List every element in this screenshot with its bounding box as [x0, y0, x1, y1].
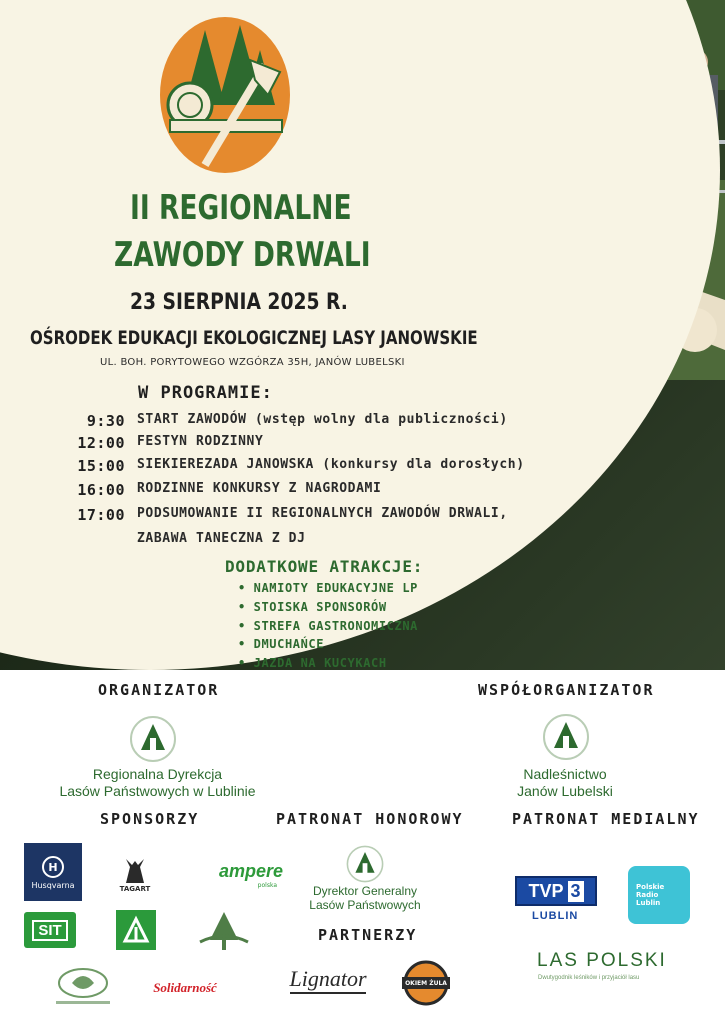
sit-logo: [24, 912, 76, 948]
organizer-logo: [128, 714, 178, 764]
lasy-panstwowe-tree-icon: [128, 714, 178, 764]
ampere-logo: [183, 860, 283, 890]
sit-label: SIT: [32, 920, 67, 941]
honorary-heading: PATRONAT HONOROWY: [276, 810, 464, 828]
program-text: FESTYN RODZINNY: [137, 434, 264, 449]
solidarnosc-label: Solidarność: [153, 980, 217, 995]
lignator-underline: [290, 992, 366, 994]
honorary-name: [290, 884, 440, 912]
radio-line3: Lublin: [636, 899, 661, 907]
leaf-emblem-icon: [121, 915, 151, 945]
program-text: PODSUMOWANIE II REGIONALNYCH ZAWODÓW DRWALI,: [137, 506, 508, 521]
title-line-1: II REGIONALNE: [130, 188, 352, 228]
event-date: 23 SIERPNIA 2025 R.: [130, 290, 348, 315]
co-organizer-heading: WSPÓŁORGANIZATOR: [478, 681, 655, 699]
lignator-label: Lignator: [289, 966, 367, 991]
polskie-radio-logo: [628, 866, 690, 924]
program-time: 9:30: [86, 412, 125, 430]
lignator-logo: [285, 958, 371, 1002]
program-time: 16:00: [77, 481, 125, 499]
lasy-panstwowe-tree-icon: [541, 712, 591, 762]
event-venue: OŚRODEK EDUKACJI EKOLOGICZNEJ LASY JANOWSKIE: [30, 327, 478, 349]
event-address: UL. BOH. PORYTOWEGO WZGÓRZA 35H, JANÓW LUBELSKI: [100, 357, 405, 368]
pine-emblem-icon: [196, 910, 252, 952]
organizer-name-line1: Regionalna Dyrekcja: [92, 766, 223, 782]
las-polski-subtitle: Dwutygodnik leśników i przyjaciół lasu: [538, 975, 640, 981]
program-time: 17:00: [77, 506, 125, 524]
forest-emblem-logo: [196, 910, 252, 952]
co-organizer-name-line1: Nadleśnictwo: [523, 766, 607, 782]
sponsors-heading: SPONSORZY: [100, 810, 200, 828]
tvp-city: LUBLIN: [532, 910, 579, 922]
tagart-label: TAGART: [119, 885, 151, 893]
tvp-number: 3: [568, 881, 584, 902]
husqvarna-label: Husqvarna: [31, 880, 75, 890]
svg-text:H: H: [48, 860, 58, 874]
extras-item: • STREFA GASTRONOMICZNA: [238, 619, 418, 633]
tvp-word: TVP: [528, 880, 564, 901]
co-organizer-name-line2: Janów Lubelski: [517, 783, 613, 799]
honorary-logo: [345, 844, 385, 884]
extras-item: • DMUCHAŃCE: [238, 637, 325, 651]
lasy-panstwowe-tree-icon: [345, 844, 385, 884]
program-time: 15:00: [77, 457, 125, 475]
okiem-zula-label: OKIEM ŻULA: [405, 980, 447, 987]
extras-item: • NAMIOTY EDUKACYJNE LP: [238, 581, 418, 595]
honorary-name-line1: Dyrektor Generalny: [312, 884, 418, 898]
tagart-deer-icon: [120, 857, 150, 885]
las-polski-logo: LAS POLSKI: [537, 950, 667, 971]
oak-leaf-emblem-icon: [48, 965, 118, 1010]
organizer-name: [20, 766, 295, 800]
program-text: SIEKIEREZADA JANOWSKA (konkursy dla dorosłych): [137, 457, 525, 472]
extras-heading: DODATKOWE ATRAKCJE:: [225, 557, 424, 576]
program-heading: W PROGRAMIE:: [138, 383, 273, 403]
husqvarna-crown-icon: [41, 855, 65, 879]
extras-item: • STOISKA SPONSORÓW: [238, 600, 387, 614]
event-logo: [150, 10, 300, 180]
media-heading: PATRONAT MEDIALNY: [512, 810, 700, 828]
program-text: START ZAWODÓW (wstęp wolny dla publiczności): [137, 412, 508, 427]
extras-item: • JAZDA NA KUCYKACH: [238, 656, 387, 670]
honorary-name-line2: Lasów Państwowych: [309, 898, 421, 912]
title-line-2: ZAWODY DRWALI: [114, 235, 371, 275]
husqvarna-logo: [24, 843, 82, 901]
co-organizer-name: [470, 766, 660, 800]
ampere-label: ampere: [218, 861, 283, 881]
organizer-heading: ORGANIZATOR: [98, 681, 220, 699]
ampere-sub: polska: [257, 882, 277, 889]
okiem-zula-logo: [398, 960, 454, 1006]
radio-line1: Polskie: [636, 883, 665, 891]
program-time: 12:00: [77, 434, 125, 452]
tagart-logo: [110, 850, 160, 900]
program-text: RODZINNE KONKURSY Z NAGRODAMI: [137, 481, 382, 496]
solidarnosc-logo: [150, 968, 220, 1008]
co-organizer-logo: [541, 712, 591, 762]
organizer-name-line2: Lasów Państwowych w Lublinie: [59, 783, 256, 799]
tvp3-logo: [515, 876, 597, 906]
association-logo: [48, 965, 118, 1010]
axe-saw-trees-logo-icon: [150, 10, 300, 180]
partners-heading: PARTNERZY: [318, 926, 418, 944]
radio-line2: Radio: [636, 891, 659, 899]
program-text: ZABAWA TANECZNA Z DJ: [137, 531, 306, 546]
green-sponsor-logo: [116, 910, 156, 950]
